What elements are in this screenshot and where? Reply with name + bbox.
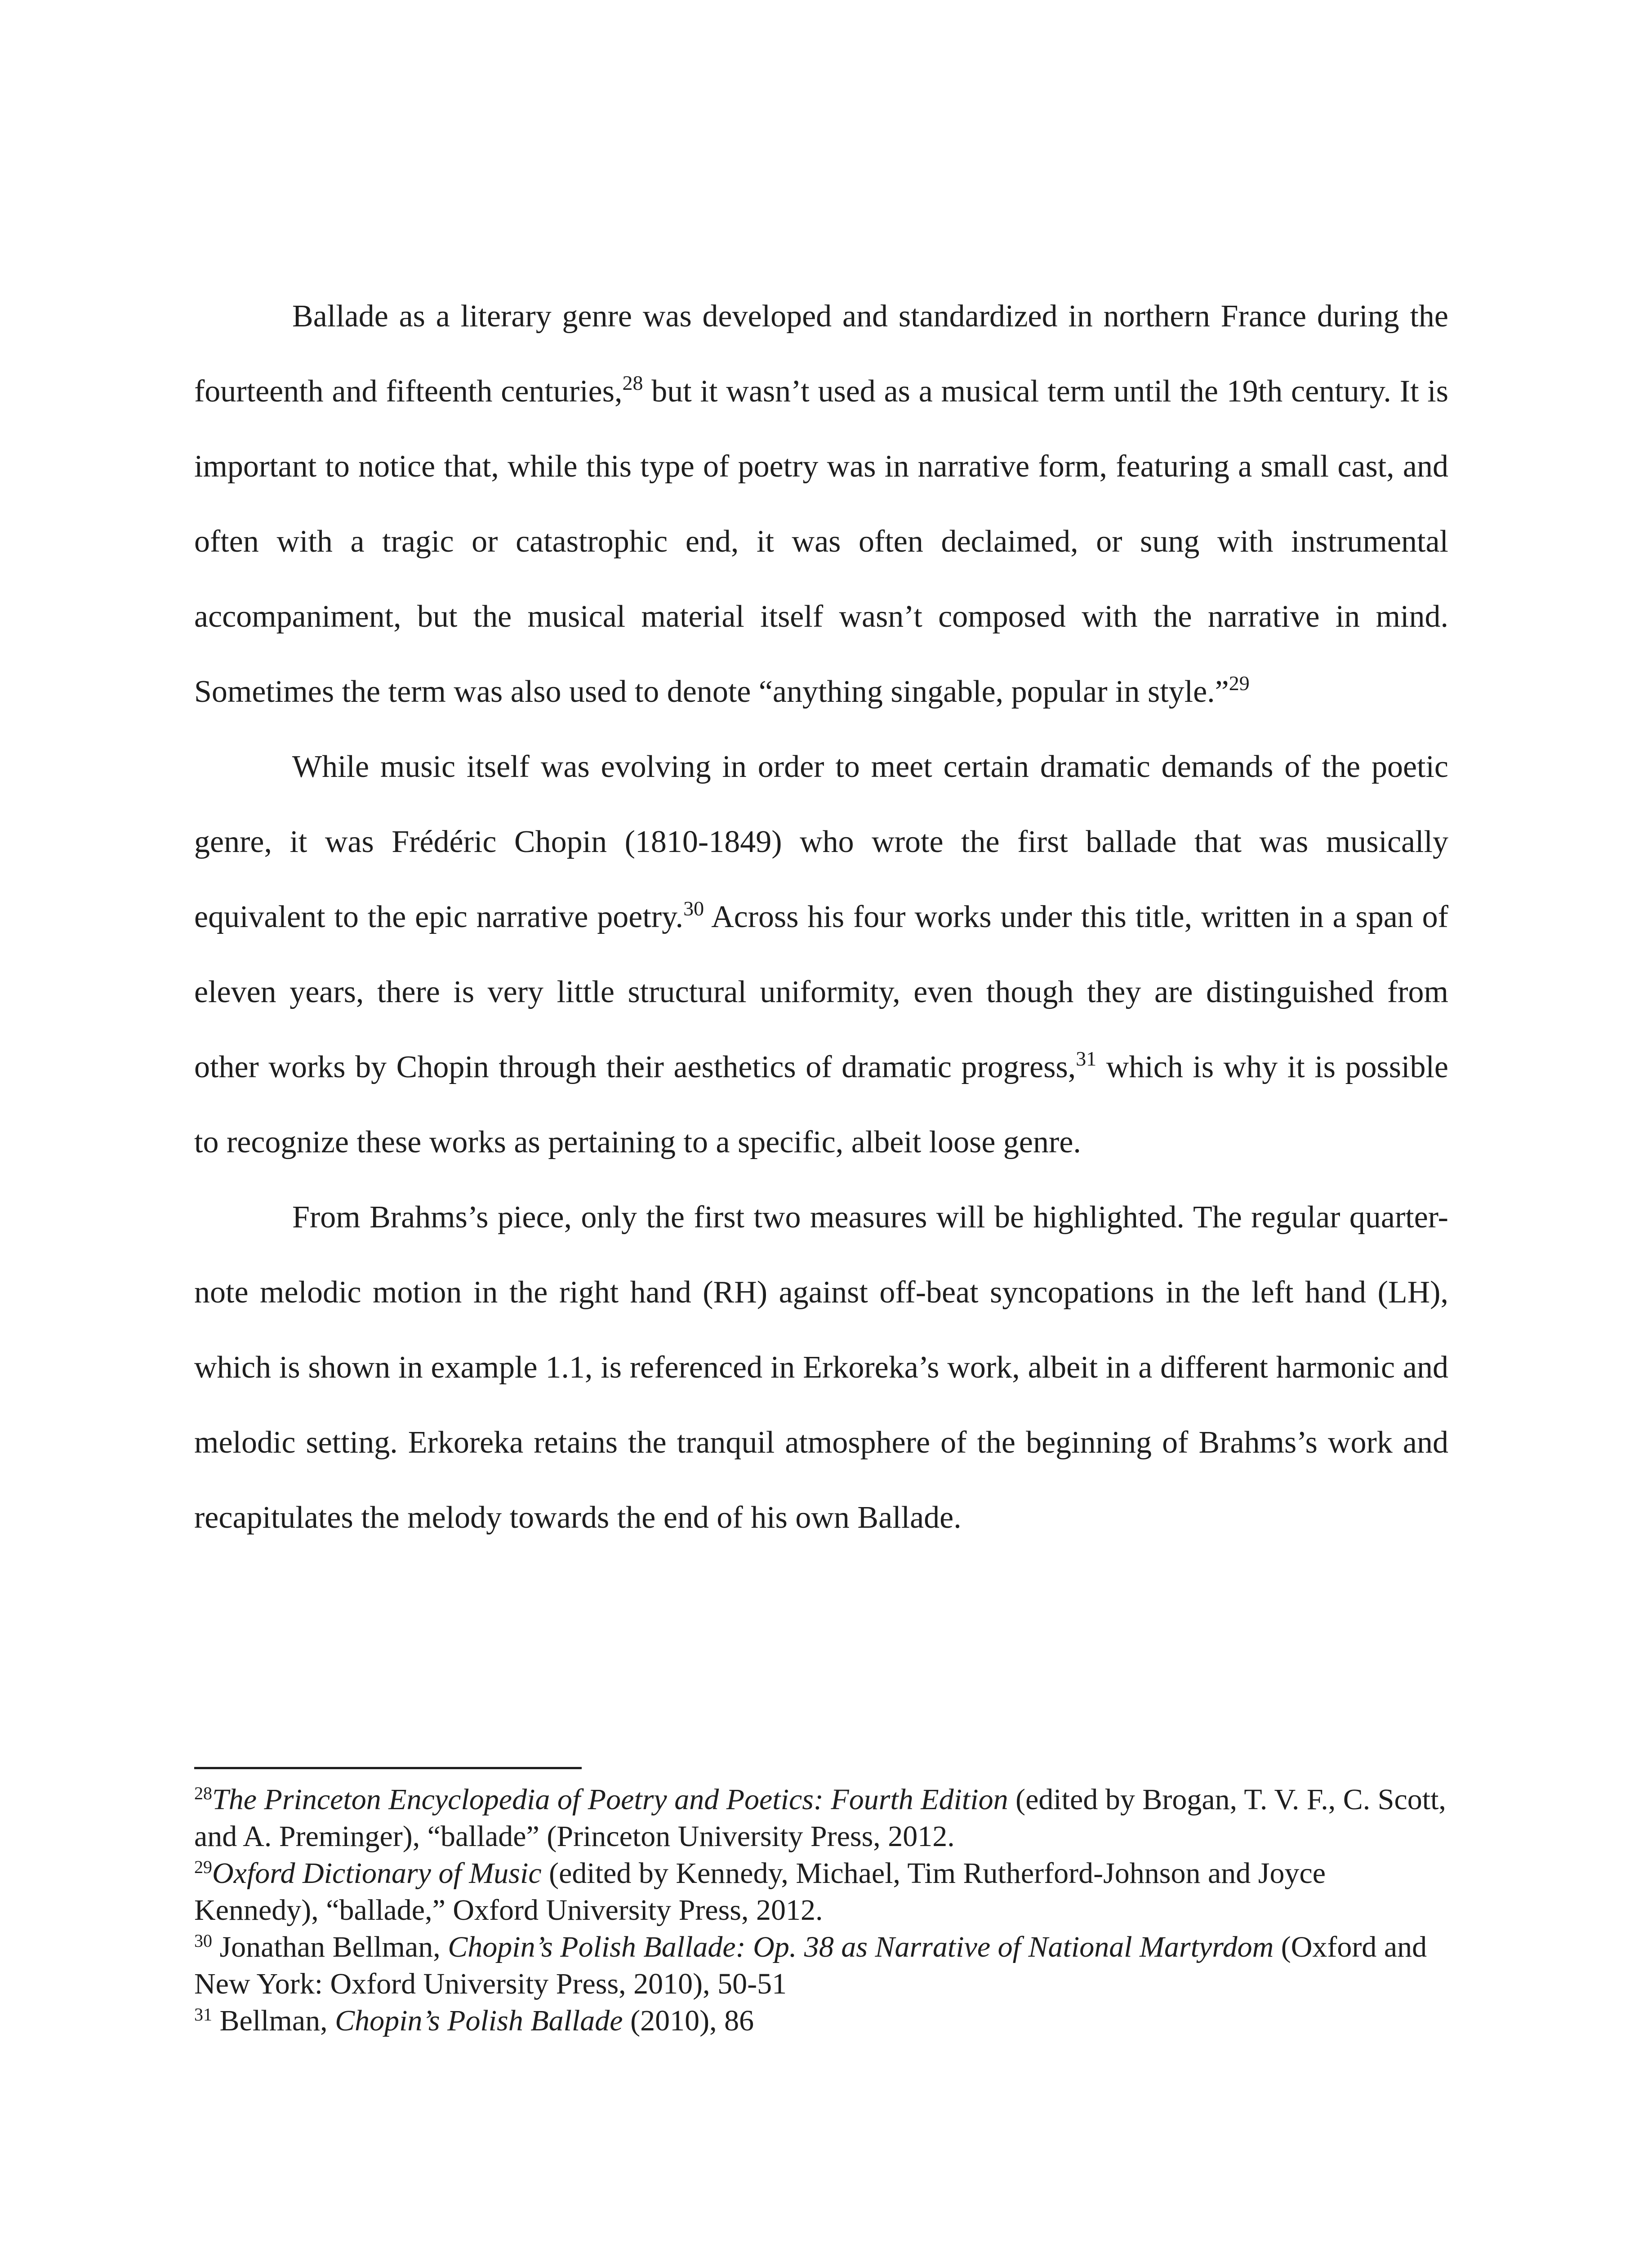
footnote-number: 28 — [194, 1783, 212, 1803]
footnote-reference-29[interactable]: 29 — [1229, 672, 1250, 695]
paragraph-text: which is why it is possible to recognize these works as pertaining to a specific, albeit loose genre. — [194, 1050, 1448, 1160]
body-paragraph — [194, 729, 1448, 1180]
body-text — [194, 279, 1448, 1555]
paragraph-text: While music itself was evolving in order to meet certain dramatic demands of the poetic genre, it was Frédéric Chopin (1810-1849) who wrote the first ballade that was musically equivalent to the epic narrative poetry. — [194, 749, 1448, 934]
footnote-text: Bellman, — [212, 2004, 335, 2037]
footnote-text: (edited by Kennedy, Michael, Tim Rutherford-Johnson and Joyce Kennedy), “ballade,” Oxford University Press, 2012. — [194, 1857, 1326, 1927]
footnote-reference-31[interactable]: 31 — [1076, 1047, 1097, 1070]
footnote-number: 31 — [194, 2004, 212, 2025]
footnote — [194, 2003, 1453, 2039]
footnote — [194, 1781, 1453, 1855]
body-paragraph — [194, 279, 1448, 729]
paragraph-text: but it wasn’t used as a musical term until the 19th century. It is important to notice that, while this type of poetry was in narrative form, featuring a small cast, and often with a tragic or catastrophic end, it was often declaimed, or sung with instrumental accompaniment, but the musical material itself wasn’t composed with the narrative in mind. Sometimes the term was also used to denote “anything singable, popular in style.” — [194, 374, 1448, 709]
footnote-number: 30 — [194, 1931, 212, 1951]
paragraph-text: From Brahms’s piece, only the first two measures will be highlighted. The regular quarter-note melodic motion in the right hand (RH) against off-beat syncopations in the left hand (LH), which is shown in example 1.1, is referenced in Erkoreka’s work, albeit in a different harmonic and melodic setting. Erkoreka retains the tranquil atmosphere of the beginning of Brahms’s work and recapitulates the melody towards the end of his own Ballade. — [194, 1200, 1448, 1535]
footnote-reference-30[interactable]: 30 — [683, 897, 704, 920]
footnote-text: Jonathan Bellman, — [212, 1931, 448, 1963]
footnotes — [194, 1781, 1453, 2039]
footnote-reference-28[interactable]: 28 — [622, 371, 643, 394]
footnote-title: Chopin’s Polish Ballade — [335, 2004, 623, 2037]
footnote-number: 29 — [194, 1857, 212, 1877]
footnote — [194, 1929, 1453, 2003]
paragraph-text: Ballade as a literary genre was developed and standardized in northern France during the fourteenth and fifteenth centuries, — [194, 299, 1448, 409]
body-paragraph — [194, 1180, 1448, 1555]
footnote-title: The Princeton Encyclopedia of Poetry and Poetics: Fourth Edition — [212, 1783, 1008, 1816]
footnote-text: (2010), 86 — [623, 2004, 754, 2037]
footnote-text: (Oxford and New York: Oxford University Press, 2010), 50-51 — [194, 1931, 1427, 2000]
paragraph-text: Across his four works under this title, written in a span of eleven years, there is very little structural uniformity, even though they are distinguished from other works by Chopin through their aesthetics of dramatic progress, — [194, 900, 1448, 1084]
footnote — [194, 1855, 1453, 1929]
footnote-separator — [194, 1767, 582, 1769]
footnote-title: Oxford Dictionary of Music — [212, 1857, 542, 1890]
footnote-text: (edited by Brogan, T. V. F., C. Scott, and A. Preminger), “ballade” (Princeton University Press, 2012. — [194, 1783, 1446, 1853]
footnote-title: Chopin’s Polish Ballade: Op. 38 as Narrative of National Martyrdom — [448, 1931, 1274, 1963]
